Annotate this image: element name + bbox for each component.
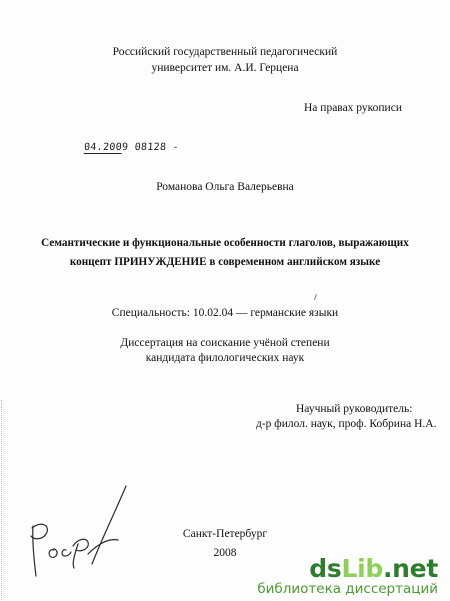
watermark-logo-net: .net xyxy=(382,554,438,583)
city: Санкт-Петербург xyxy=(182,528,268,540)
title-line-2: концепт ПРИНУЖДЕНИЕ в современном английском языке xyxy=(69,256,381,268)
page-edge-shadow xyxy=(1,400,4,600)
stamp-suffix: - xyxy=(172,142,180,153)
watermark-logo xyxy=(257,555,438,583)
institution-line-2: университет им. А.И. Герцена xyxy=(151,62,299,74)
advisor-label: Научный руководитель: xyxy=(296,403,413,415)
degree-line-1: Диссертация на соискание учёной степени xyxy=(120,337,330,349)
registration-stamp xyxy=(84,142,180,154)
title-line-1: Семантические и функциональные особенности глаголов, выражающих xyxy=(41,237,409,249)
stamp-number: 9 08128 xyxy=(121,142,167,153)
watermark-logo-lib: Lib xyxy=(341,554,383,583)
watermark xyxy=(257,555,438,597)
author-name: Романова Ольга Валерьевна xyxy=(156,181,294,193)
watermark-logo-ds: ds xyxy=(309,554,342,583)
degree-line-2: кандидата филологических наук xyxy=(145,352,305,364)
specialty: Специальность: 10.02.04 — германские языки xyxy=(111,307,339,319)
scan-mark xyxy=(314,294,317,300)
institution-line-1: Российский государственный педагогический xyxy=(112,46,338,58)
stamp-prefix: 04.200 xyxy=(83,142,123,153)
watermark-subtitle: библиотека диссертаций xyxy=(257,581,438,597)
year: 2008 xyxy=(213,547,237,559)
rights-notice: На правах рукописи xyxy=(304,102,402,114)
advisor-name: д-р филол. наук, проф. Кобрина Н.А. xyxy=(256,418,437,430)
